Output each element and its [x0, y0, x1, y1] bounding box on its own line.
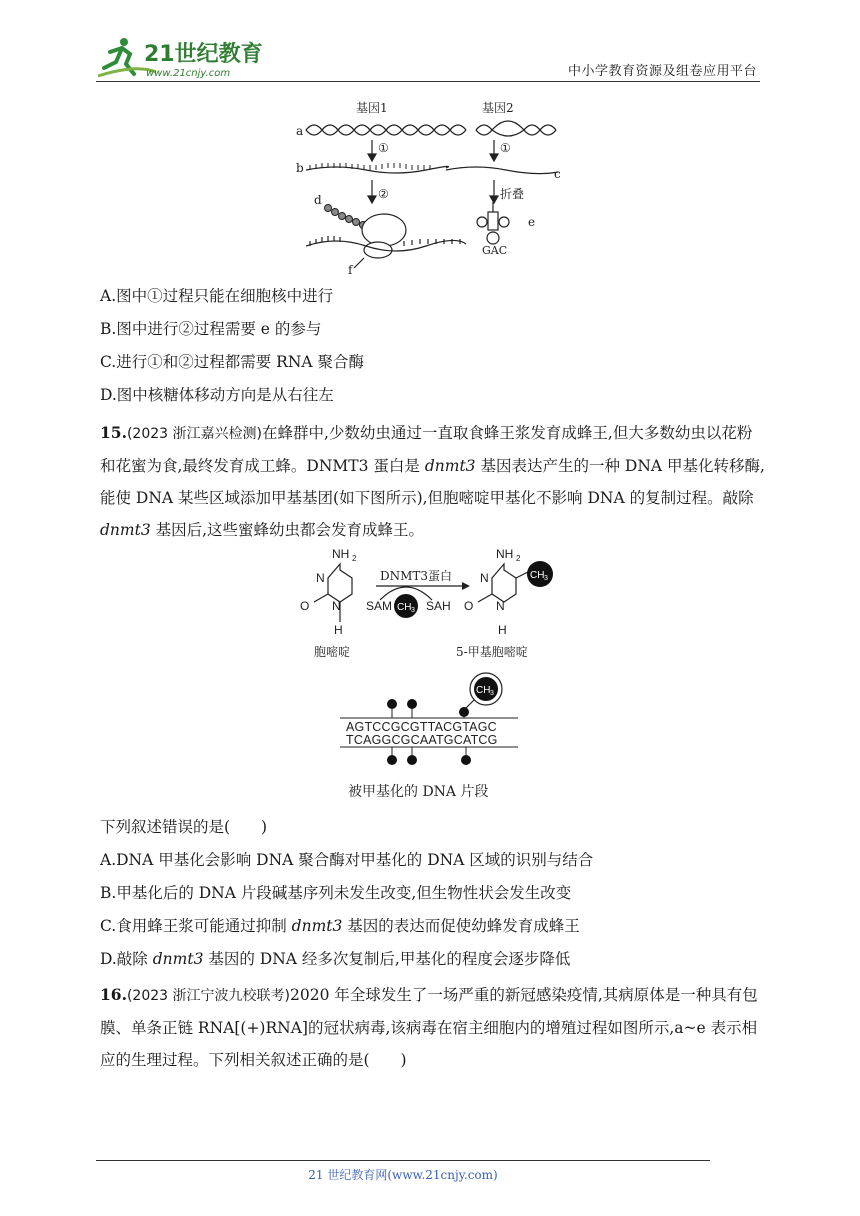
q15-stem: 下列叙述错误的是( ) — [100, 818, 268, 836]
step1-right: ① — [500, 141, 511, 155]
label-f: f — [348, 263, 353, 277]
left-n1: N — [332, 599, 341, 613]
q15-text-b: 基因表达产生的一种 DNA 甲基化转移酶,能使 DNA 某些区域添加甲基基团(如下图所示),但胞嘧啶甲基化不影响 DNA 的复制过程。敲除 — [100, 457, 765, 507]
q14-option-b: B.图中进行②过程需要 e 的参与 — [100, 320, 322, 338]
right-ch3-sub: 3 — [544, 575, 548, 582]
label-a: a — [296, 124, 304, 138]
anticodon: GAC — [482, 244, 508, 257]
footer-text: 21 世纪教育网(www.21cnjy.com) — [308, 1168, 498, 1182]
cytosine-name: 胞嘧啶 — [314, 645, 351, 659]
header-divider — [96, 81, 760, 82]
right-nh2-sub: 2 — [516, 554, 521, 563]
sam-ch3: CH — [397, 602, 412, 613]
logo-url: www.21cnjy.com — [146, 68, 231, 79]
fold-label: 折叠 — [500, 187, 525, 201]
q15-text-a: 在蜂群中,少数幼虫通过一直取食蜂王浆发育成蜂王,但大多数幼虫以花粉和花蜜为食,最终发育成工蜂。DNMT3 蛋白是 — [100, 424, 753, 475]
q15-option-b: B.甲基化后的 DNA 片段碱基序列未发生改变,但生物性状会发生改变 — [100, 884, 572, 902]
left-o: O — [300, 599, 310, 613]
left-h: H — [334, 623, 343, 637]
gene-expression-figure — [296, 98, 566, 280]
step2: ② — [378, 187, 389, 201]
q14-option-d: D.图中核糖体移动方向是从右往左 — [100, 386, 334, 404]
right-n3: N — [480, 571, 489, 585]
q16-body: 2020 年全球发生了一场严重的新冠感染疫情,其病原体是一种具有包膜、单条正链 RNA[(+)RNA]的冠状病毒,该病毒在宿主细胞内的增殖过程如图所示,a~e 表示相应的生理过程。下列相关叙述正确的是( ) — [100, 986, 758, 1069]
right-n1: N — [496, 599, 505, 613]
label-c: c — [554, 167, 561, 181]
footer-divider — [96, 1160, 710, 1161]
fragment-ch3-sub: 3 — [490, 690, 494, 697]
q15-option-c: C.食用蜂王浆可能通过抑制 dnmt3 基因的表达而促使幼蜂发育成蜂王 — [100, 917, 580, 935]
q15-gene-1: dnmt3 — [424, 457, 476, 475]
label-d: d — [314, 193, 322, 207]
gene1-label: 基因1 — [356, 101, 388, 115]
header-platform-text: 中小学教育资源及组卷应用平台 — [568, 64, 758, 79]
q15-gene-2: dnmt3 — [100, 521, 151, 539]
q15-number: 15. — [100, 423, 127, 442]
sam-ch3-sub: 3 — [411, 607, 415, 614]
left-nh2-sub: 2 — [352, 554, 357, 563]
fragment-ch3: CH — [476, 685, 491, 696]
seq-bottom: TCAGGCGCAATGCATCG — [346, 733, 498, 747]
q16-source: (2023 浙江宁波九校联考) — [126, 988, 290, 1004]
q15-text — [100, 417, 766, 546]
left-nh2: NH — [332, 547, 350, 561]
q15-text-c: 基因后,这些蜜蜂幼虫都会发育成蜂王。 — [150, 521, 425, 539]
logo-text: 21世纪教育 — [144, 42, 263, 67]
q15-source: (2023 浙江嘉兴检测) — [126, 426, 262, 442]
sam-label: SAM — [366, 599, 393, 613]
seq-top: AGTCCGCGTTACGTAGC — [346, 720, 497, 734]
q15-option-d: D.敲除 dnmt3 基因的 DNA 经多次复制后,甲基化的程度会逐步降低 — [100, 950, 571, 968]
right-ch3: CH — [530, 570, 545, 581]
q15-option-a: A.DNA 甲基化会影响 DNA 聚合酶对甲基化的 DNA 区域的识别与结合 — [100, 851, 594, 869]
right-nh2: NH — [496, 547, 514, 561]
q16-text — [100, 979, 766, 1076]
methylcytosine-name: 5-甲基胞嘧啶 — [456, 645, 528, 659]
step1-left: ① — [378, 141, 389, 155]
q14-option-a: A.图中①过程只能在细胞核中进行 — [100, 287, 334, 305]
right-o: O — [464, 599, 474, 613]
enzyme-label: DNMT3蛋白 — [380, 569, 453, 583]
label-e: e — [528, 215, 536, 229]
q14-option-c: C.进行①和②过程都需要 RNA 聚合酶 — [100, 353, 365, 371]
logo — [96, 34, 266, 82]
left-n3: N — [316, 571, 325, 585]
figure-caption: 被甲基化的 DNA 片段 — [348, 784, 489, 800]
right-h: H — [498, 623, 507, 637]
gene2-label: 基因2 — [482, 101, 514, 115]
q16-number: 16. — [100, 985, 127, 1004]
sah-label: SAH — [426, 599, 451, 613]
methylation-figure — [296, 544, 566, 806]
label-b: b — [296, 161, 304, 175]
